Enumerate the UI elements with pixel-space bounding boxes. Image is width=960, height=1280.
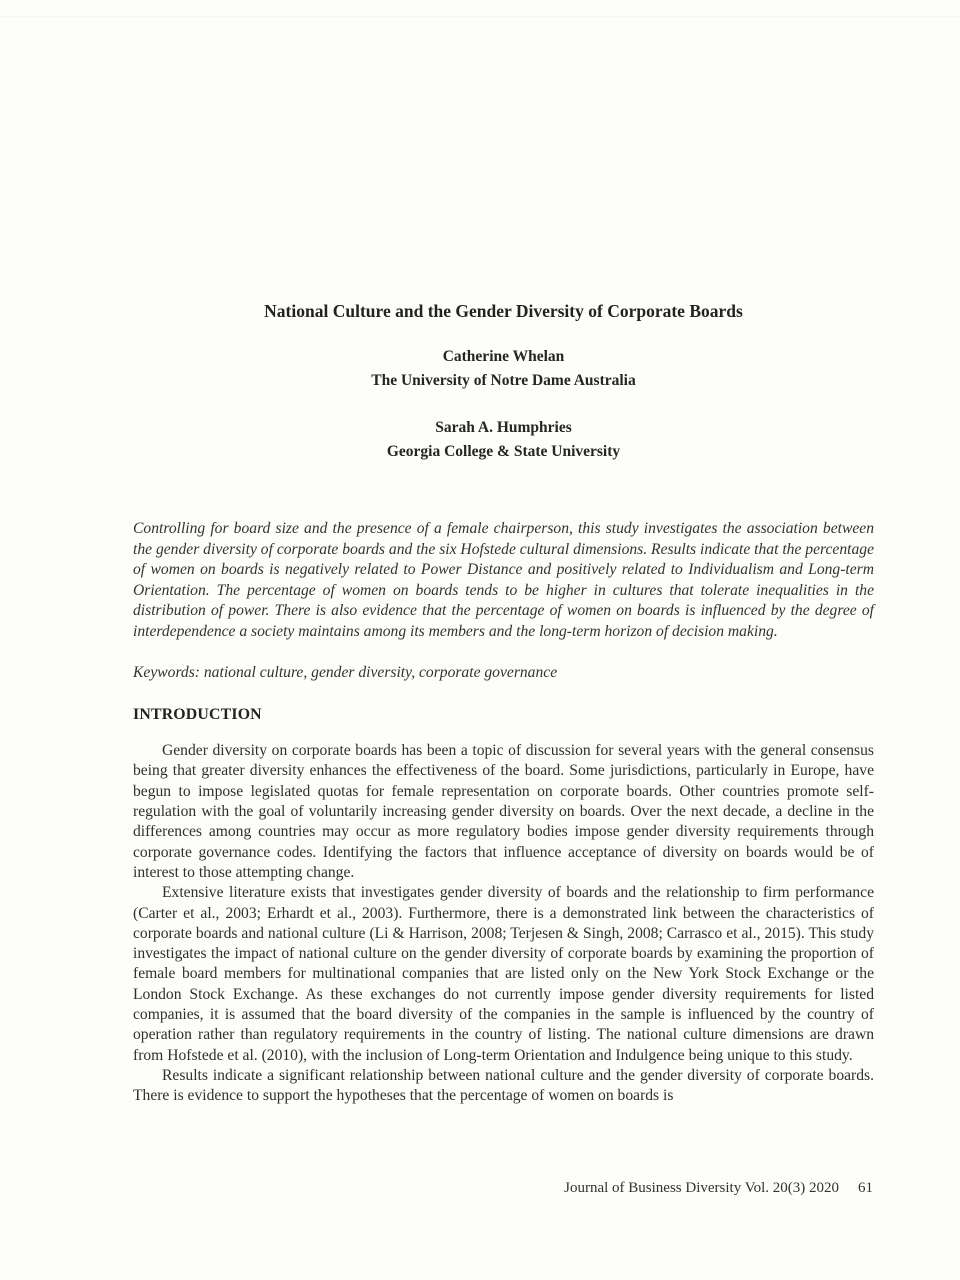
author-affiliation: The University of Notre Dame Australia — [371, 371, 636, 389]
section-heading-introduction: INTRODUCTION — [133, 706, 262, 724]
footer-page-number: 61 — [858, 1180, 873, 1196]
paper-content — [133, 0, 874, 1107]
author-name: Catherine Whelan — [442, 348, 565, 365]
paragraph: Extensive literature exists that investigates gender diversity of boards and the relationship to firm performance (Carter et al., 2003; Erhardt et al., 2003). Furthermore, there is a demonstrated link between the characteristics of corporate boards and national culture (Li & Harrison, 2008; Terjesen & Singh, 2008; Carrasco et al., 2015). This study investigates the impact of national culture on the gender diversity of corporate boards by examining the proportion of female board members for multinational companies that are listed only on the New York Stock Exchange or the London Stock Exchange. As these exchanges do not currently impose gender diversity requirements for listed companies, it is assumed that the board diversity of the companies in the sample is influenced by the country of operation rather than regulatory requirements in the country of listing. The national culture dimensions are drawn from Hofstede et al. (2010), with the inclusion of Long-term Orientation and Indulgence being unique to this study. — [133, 884, 874, 1064]
abstract-text: Controlling for board size and the presence of a female chairperson, this study investigates the association between the gender diversity of corporate boards and the six Hofstede cultural dimensions. Results indicate that the percentage of women on boards is negatively related to Power Distance and positively related to Individualism and Long-term Orientation. The percentage of women on boards tends to be higher in cultures that tolerate inequalities in the distribution of power. There is also evidence that the percentage of women on boards is influenced by the degree of interdependence a society maintains among its members and the long-term horizon of decision making. — [133, 520, 874, 640]
footer-journal-line: Journal of Business Diversity Vol. 20(3) 2020 — [564, 1180, 839, 1196]
author-block-2 — [133, 416, 874, 463]
author-block-1 — [133, 345, 874, 392]
author-name: Sarah A. Humphries — [435, 419, 572, 436]
paragraph: Gender diversity on corporate boards has been a topic of discussion for several years with the general consensus being that greater diversity enhances the effectiveness of the board. Some jurisdictions, particularly in Europe, have begun to impose legislated quotas for female representation on corporate boards. Other countries promote self-regulation with the goal of voluntarily increasing gender diversity on boards. Over the next decade, a decline in the differences among countries may occur as more regulatory bodies impose gender diversity requirements through corporate governance codes. Identifying the factors that influence acceptance of diversity on boards would be of interest to those attempting change. — [133, 742, 874, 881]
author-affiliation: Georgia College & State University — [386, 442, 621, 460]
paragraph: Results indicate a significant relationship between national culture and the gender diversity of corporate boards. There is evidence to support the hypotheses that the percentage of women on boards is — [133, 1066, 874, 1105]
page-footer — [564, 1180, 873, 1197]
paper-title: National Culture and the Gender Diversity of Corporate Boards — [264, 301, 743, 321]
keywords-line: Keywords: national culture, gender diversity, corporate governance — [133, 663, 558, 681]
